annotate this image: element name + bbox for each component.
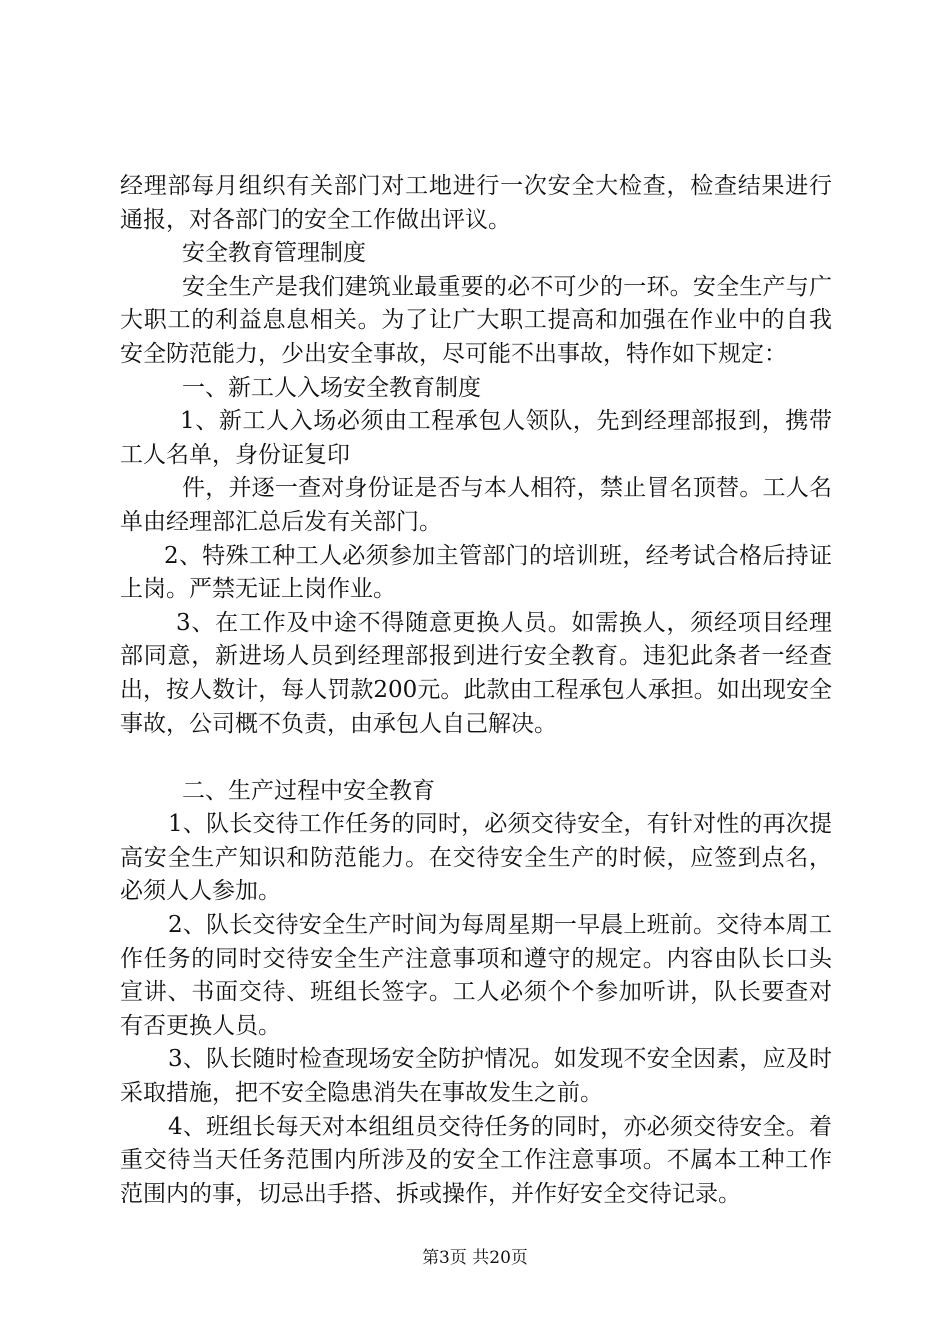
paragraph-item-1-1-cont: 件，并逐一查对身份证是否与本人相符，禁止冒名顶替。工人名单由经理部汇总后发有关部门。	[120, 475, 832, 535]
paragraph-inspection: 经理部每月组织有关部门对工地进行一次安全大检查，检查结果进行通报，对各部门的安全工作做出评议。	[120, 173, 832, 233]
section-heading-safety-education: 安全教育管理制度	[182, 240, 366, 267]
section-heading-new-workers: 一、新工人入场安全教育制度	[182, 374, 481, 401]
paragraph-item-2-2: 2、队长交待安全生产时间为每周星期一早晨上班前。交待本周工作任务的同时交待安全生产注意事项和遵守的规定。内容由队长口头宣讲、书面交待、班组长签字。工人必须个个参加听讲，队长要查对有否更换人员。	[120, 912, 832, 1039]
page-number-footer: 第3页 共20页	[422, 1248, 528, 1268]
paragraph-item-2-4: 4、班组长每天对本组组员交待任务的同时，亦必须交待安全。着重交待当天任务范围内所涉及的安全工作注意事项。不属本工种工作范围内的事，切忌出手搭、拆或操作，并作好安全交待记录。	[120, 1113, 832, 1207]
paragraph-item-2-1: 1、队长交待工作任务的同时，必须交待安全，有针对性的再次提高安全生产知识和防范能力。在交待安全生产的时候，应签到点名，必须人人参加。	[120, 811, 832, 905]
paragraph-intro: 安全生产是我们建筑业最重要的必不可少的一环。安全生产与广大职工的利益息息相关。为了让广大职工提高和加强在作业中的自我安全防范能力，少出安全事故，尽可能不出事故，特作如下规定：	[120, 273, 832, 367]
paragraph-item-2-3: 3、队长随时检查现场安全防护情况。如发现不安全因素，应及时采取措施，把不安全隐患消失在事故发生之前。	[120, 1046, 832, 1107]
paragraph-item-1-1: 1、新工人入场必须由工程承包人领队，先到经理部报到，携带工人名单，身份证复印	[120, 408, 832, 468]
document-body	[120, 170, 832, 1211]
paragraph-item-1-3: 3、在工作及中途不得随意更换人员。如需换人，须经项目经理部同意，新进场人员到经理部报到进行安全教育。违犯此条者一经查出，按人数计，每人罚款200元。此款由工程承包人承担。如出现安全事故，公司概不负责，由承包人自己解决。	[120, 609, 832, 737]
paragraph-item-1-2: 2、特殊工种工人必须参加主管部门的培训班，经考试合格后持证上岗。严禁无证上岗作业。	[120, 542, 832, 603]
section-heading-production-process: 二、生产过程中安全教育	[182, 777, 435, 804]
